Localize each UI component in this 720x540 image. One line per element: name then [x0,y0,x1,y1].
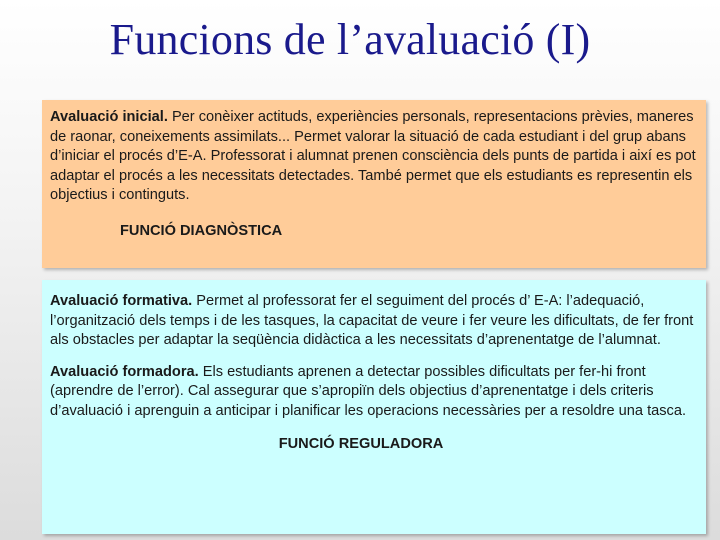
formadora-evaluation-heading: Avaluació formadora. [50,363,199,380]
slide-title: Funcions de l’avaluació (I) [109,15,591,64]
formative-evaluation-heading: Avaluació formativa. [50,293,193,309]
initial-evaluation-paragraph [50,108,698,206]
formative-evaluation-text: Permet al professorat fer el seguiment del procés d’ E-A: l’adequació, l’organització dels temps i de les tasques, la capacitat de veure i fer veure les dificultats, de fer front als obstacles per adaptar la seqüència didàctica a les necessitats d’aprenentatge de l’alumnat. [50,293,694,348]
initial-evaluation-heading: Avaluació inicial. [50,109,168,125]
initial-evaluation-box [42,100,706,268]
formative-evaluation-box [42,280,706,534]
regulatory-function-label: FUNCIÓ REGULADORA [278,436,444,452]
formadora-evaluation-text: Els estudiants aprenen a detectar possibles dificultats per fer-hi front (aprendre de l’error). Cal assegurar que s’apropiïn dels objectius d’aprenentatge i dels criteris d’avaluació i aprenguin a anticipar i planificar les operacions necessàries per a resoldre una tasca. [50,363,687,419]
formative-evaluation-paragraph [50,292,698,351]
formadora-evaluation-paragraph [50,363,698,422]
initial-evaluation-text: Per conèixer actituds, experiències personals, representacions prèvies, maneres de raonar, coneixements assimilats... Permet valorar la situació de cada estudiant i del grup abans d’iniciar el procés d’E-A. Professorat i alumnat prenen consciència dels punts de partida i així es pot adaptar el procés a les necessitats detectades. També permet que els estudiants es representin els objectius i continguts. [50,109,696,203]
diagnostic-function-label: FUNCIÓ DIAGNÒSTICA [120,222,283,239]
